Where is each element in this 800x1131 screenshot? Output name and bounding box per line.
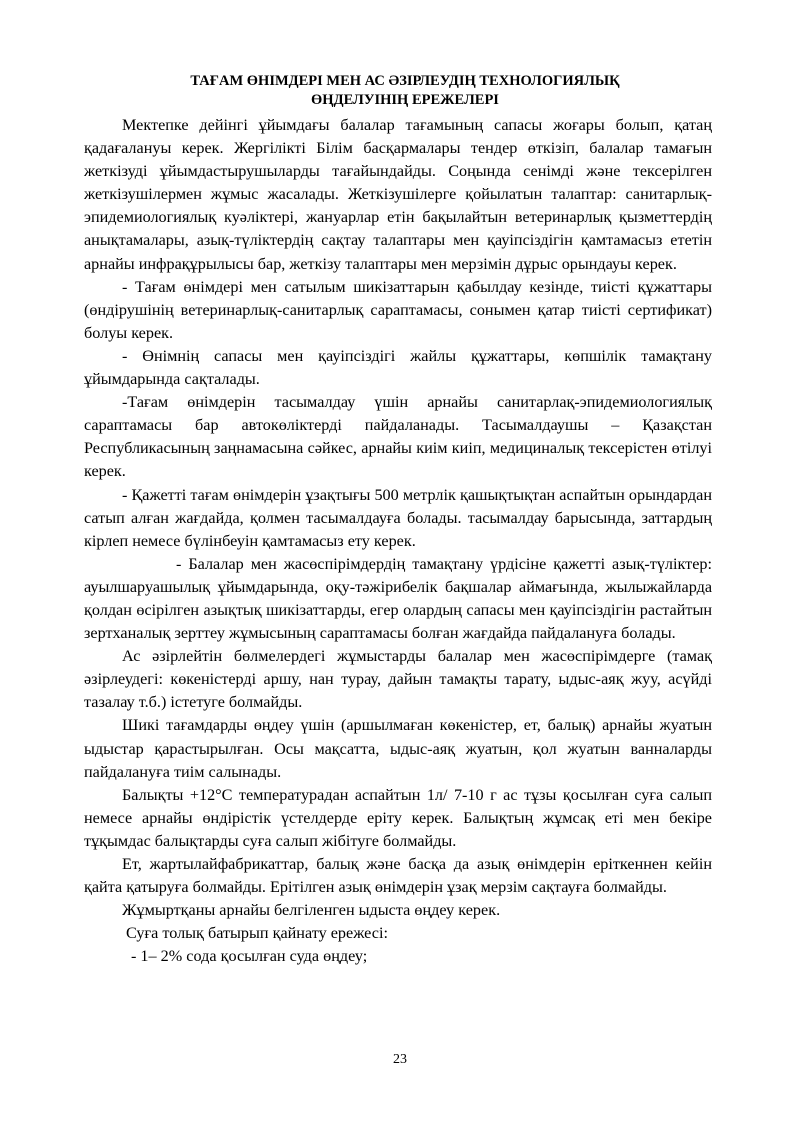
paragraph: - Тағам өнімдері мен сатылым шикізаттарын қабылдау кезінде, тиісті құжаттары (өндірушінің ветеринарлық-санитарлық сараптамасы, сонымен қатар тиісті сертификат) болуы керек. — [84, 277, 712, 342]
page-number: 23 — [393, 1052, 407, 1067]
paragraph: Жұмыртқаны арнайы белгіленген ыдыста өңдеу керек. — [122, 901, 501, 920]
title-line-1: ТАҒАМ ӨНІМДЕРІ МЕН АС ӘЗІРЛЕУДІҢ ТЕХНОЛОГИЯЛЫҚ — [190, 73, 620, 89]
title-line-2: ӨҢДЕЛУІНІҢ ЕРЕЖЕЛЕРІ — [311, 92, 499, 108]
paragraph: - Балалар мен жасөспірімдердің тамақтану үрдісіне қажетті азық-түліктер: ауылшаруашылық ұйымдарында, оқу-тәжірибелік бақшалар аймағында, жылыжайларда қолдан өсірілген азықтық шикізаттарды, егер олардың сапасы мен қауіпсіздігін растайтын зертханалық зерттеу жұмысының сараптамасы болған жағдайда пайдалануға болады. — [84, 554, 712, 643]
paragraph: Суға толық батырып қайнату ережесі: — [126, 924, 388, 943]
paragraph: - Қажетті тағам өнімдерін ұзақтығы 500 метрлік қашықтықтан аспайтын орындардан сатып алған жағдайда, қолмен тасымалдауға болады. тасымалдау барысында, заттардың кірлеп немесе бүлінбеуін қамтамасыз ету керек. — [84, 485, 712, 550]
body-text — [84, 114, 712, 968]
paragraph: Шикі тағамдарды өңдеу үшін (аршылмаған көкеністер, ет, балық) арнайы жуатын ыдыстар қарастырылған. Осы мақсатта, ыдыс-аяқ жуатын, қол жуатын ванналарды пайдалануға тиім салынады. — [84, 716, 712, 781]
paragraph: Ас әзірлейтін бөлмелердегі жұмыстарды балалар мен жасөспірімдерге (тамақ әзірлеудегі: көкеністерді аршу, нан турау, дайын тамақты тарату, ыдыс-аяқ жуу, асүйді тазалау т.б.) істетуге болмайды. — [84, 647, 712, 712]
paragraph: Балықты +12°С температурадан аспайтын 1л/ 7-10 г ас тұзы қосылған суға салып немесе арнайы өндірістік үстелдерде еріту керек. Балықтың жұмсақ еті мен бекіре тұқымдас балықтарды суға салып жібітуге болмайды. — [84, 785, 712, 850]
paragraph: - Өнімнің сапасы мен қауіпсіздігі жайлы құжаттары, көпшілік тамақтану ұйымдарында сақталады. — [84, 346, 712, 389]
paragraph: - 1– 2% сода қосылған суда өңдеу; — [131, 947, 368, 966]
paragraph: Мектепке дейінгі ұйымдағы балалар тағамының сапасы жоғары болып, қатаң қадағалануы керек. Жергілікті Білім басқармалары тендер өткізіп, балалар тамағын жеткізуді ұйымдастырушыларды тағайындайды. Соңында сенімді және тексерілген жеткізушілермен жұмыс жасалады. Жеткізушілерге қойылатын талаптар: санитарлық-эпидемиологиялық куәліктері, жануарлар етін бақылайтын ветеринарлық қызметтердің анықтамалары, азық-түліктердің сақтау талаптары мен қауіпсіздігін қамтамасыз ететін арнайы инфрақұрылысы бар, жеткізу талаптары мен мерзімін дұрыс орындауы керек. — [84, 116, 712, 273]
paragraph: Ет, жартылайфабрикаттар, балық және басқа да азық өнімдерін еріткеннен кейін қайта қатыруға болмайды. Ерітілген азық өнімдерін ұзақ мерзім сақтауға болмайды. — [84, 855, 712, 897]
page-title — [110, 72, 700, 110]
paragraph: -Тағам өнімдерін тасымалдау үшін арнайы санитарлақ-эпидемиологиялық сараптамасы бар автокөліктерді пайдаланады. Тасымалдаушы – Қазақстан Республикасының заңнамасына сәйкес, арнайы киім киіп, медициналық тексерістен өтілуі керек. — [84, 393, 712, 481]
